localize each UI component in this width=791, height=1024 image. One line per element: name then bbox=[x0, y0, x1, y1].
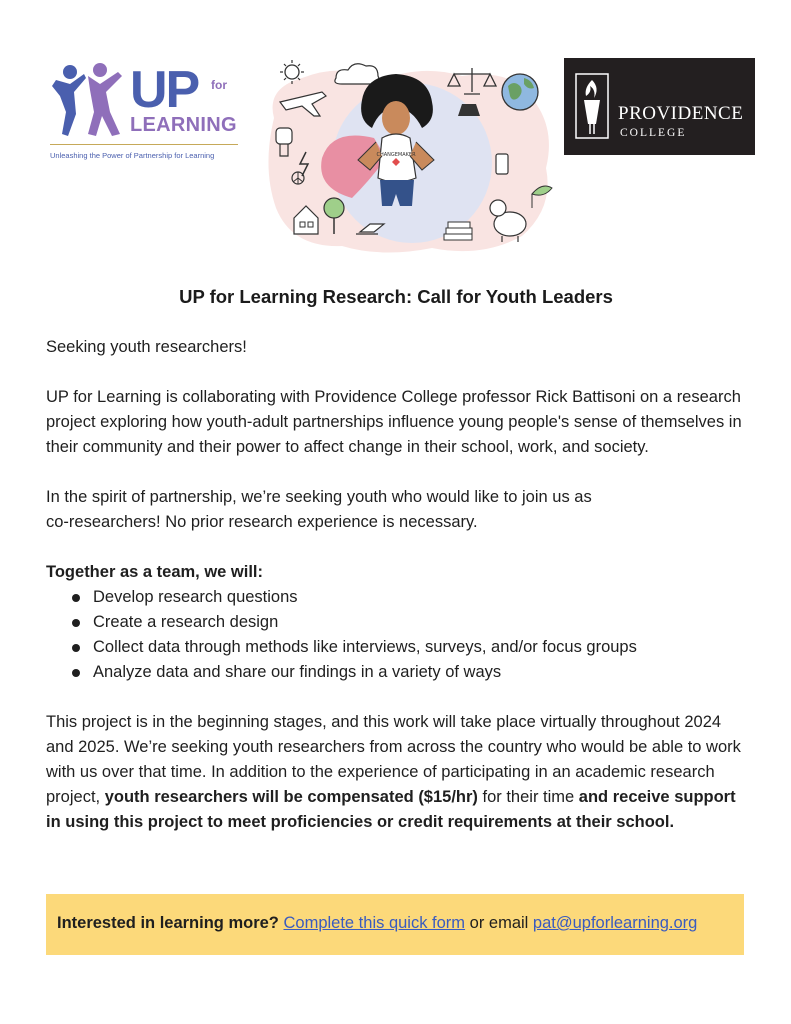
header bbox=[0, 0, 791, 270]
cta-lead: Interested in learning more? bbox=[57, 914, 279, 932]
up-logo-divider bbox=[50, 144, 238, 145]
college-label: COLLEGE bbox=[620, 127, 687, 139]
team-heading: Together as a team, we will: bbox=[46, 563, 264, 581]
providence-name: PROVIDENCE bbox=[618, 103, 744, 124]
globe-icon bbox=[502, 74, 538, 110]
up-logo-tagline: Unleashing the Power of Partnership for Learning bbox=[50, 151, 215, 160]
phone-icon bbox=[496, 154, 508, 174]
up-for-learning-logo bbox=[46, 60, 242, 170]
project-details-paragraph bbox=[46, 710, 746, 835]
partnership-line-1: In the spirit of partnership, we’re seeking youth who would like to join us as bbox=[46, 488, 592, 506]
cta-text bbox=[57, 911, 697, 936]
cloud-icon bbox=[335, 64, 379, 84]
compensation-text: youth researchers will be compensated ($15/hr) bbox=[104, 788, 478, 806]
intro-text: Seeking youth researchers! bbox=[46, 338, 247, 356]
flyer-content bbox=[46, 284, 746, 835]
bullet-icon bbox=[72, 644, 80, 652]
bullet-icon bbox=[72, 619, 80, 627]
project-details-text-1: This project is in the beginning stages, and this work will take place virtually throughout 2024 and 2025. We’re seeking youth researchers from across the country who would be able to work with us over that time. In addition to the experience of participating in an academic research project, bbox=[46, 713, 741, 806]
list-item: Collect data through methods like interviews, surveys, and/or focus groups bbox=[46, 635, 746, 660]
providence-college-logo bbox=[564, 58, 755, 155]
people-figures-icon bbox=[48, 62, 128, 142]
collaboration-paragraph: UP for Learning is collaborating with Providence College professor Rick Battisoni on a research project exploring how youth-adult partnerships influence young people's sense of themselves in their community and their power to affect change in their school, work, and society. bbox=[46, 388, 742, 456]
email-link[interactable]: pat@upforlearning.org bbox=[532, 914, 698, 932]
up-logo-word: UP bbox=[130, 61, 199, 119]
shirt-text: CHANGEMAKER bbox=[376, 152, 416, 158]
cta-banner bbox=[46, 894, 744, 955]
quick-form-link[interactable]: Complete this quick form bbox=[283, 914, 466, 932]
list-item: Develop research questions bbox=[46, 585, 746, 610]
partnership-paragraph bbox=[46, 485, 746, 535]
list-item: Create a research design bbox=[46, 610, 746, 635]
page-title: UP for Learning Research: Call for Youth Leaders bbox=[179, 286, 613, 307]
books-icon bbox=[444, 222, 472, 240]
partnership-line-2: co-researchers! No prior research experience is necessary. bbox=[46, 513, 478, 531]
bullet-icon bbox=[72, 669, 80, 677]
list-item: Analyze data and share our findings in a variety of ways bbox=[46, 660, 746, 685]
cta-middle: or email bbox=[465, 914, 533, 932]
changemaker-illustration bbox=[262, 58, 558, 258]
up-logo-learning: LEARNING bbox=[130, 114, 237, 136]
up-logo-for: for bbox=[211, 78, 227, 92]
torch-seal-icon bbox=[574, 72, 610, 140]
project-details-text-2: for their time bbox=[477, 788, 579, 806]
bullet-icon bbox=[72, 594, 80, 602]
team-list bbox=[46, 585, 746, 685]
credit-support-text: and receive support in using this project to meet proficiencies or credit requirements at their school. bbox=[46, 788, 736, 831]
